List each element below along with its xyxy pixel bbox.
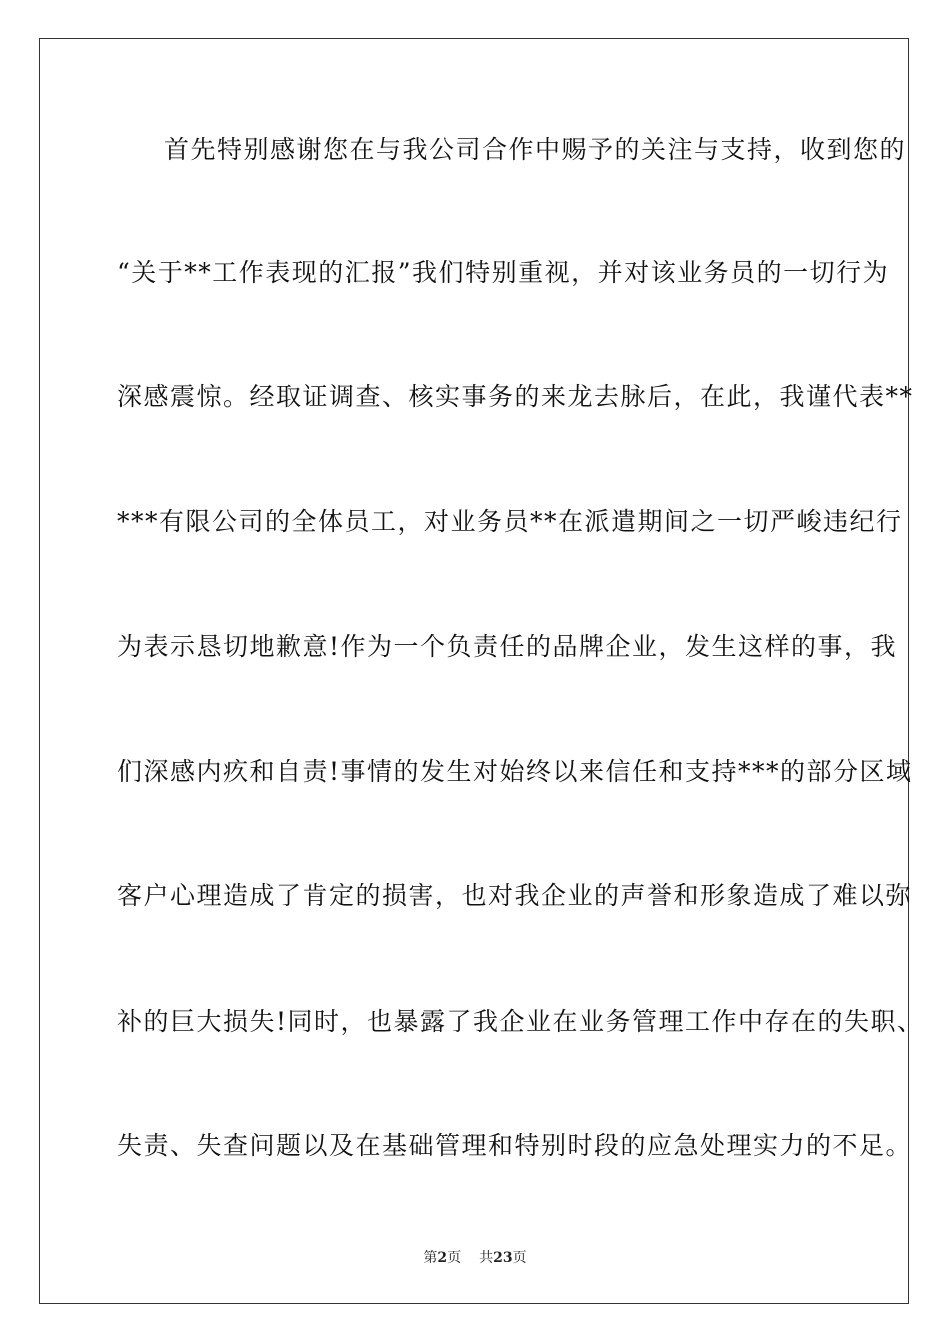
body-line-2: “关于**工作表现的汇报”我们特别重视，并对该业务员的一切行为 xyxy=(117,258,890,287)
total-unit: 页 xyxy=(512,1250,527,1266)
page-number: 2 xyxy=(437,1250,448,1266)
page-frame xyxy=(39,38,924,1304)
body-line-7: 客户心理造成了肯定的损害，也对我企业的声誉和形象造成了难以弥 xyxy=(117,881,913,910)
page-prefix: 第 xyxy=(423,1250,438,1266)
body-line-4: ***有限公司的全体员工，对业务员**在派遣期间之一切严峻违纪行 xyxy=(117,507,903,536)
body-line-1: 首先特别感谢您在与我公司合作中赐予的关注与支持，收到您的 xyxy=(164,135,907,164)
page-unit: 页 xyxy=(447,1250,462,1266)
body-line-5: 为表示恳切地歉意!作为一个负责任的品牌企业，发生这样的事，我 xyxy=(117,632,898,661)
page-footer xyxy=(0,1249,950,1267)
total-prefix: 共 xyxy=(479,1250,494,1266)
body-line-3: 深感震惊。经取证调查、核实事务的来龙去脉后，在此，我谨代表** xyxy=(117,382,914,411)
body-line-9: 失责、失查问题以及在基础管理和特别时段的应急处理实力的不足。 xyxy=(117,1131,913,1160)
body-line-8: 补的巨大损失!同时，也暴露了我企业在业务管理工作中存在的失职、 xyxy=(117,1007,924,1036)
body-line-6: 们深感内疚和自责!事情的发生对始终以来信任和支持***的部分区域 xyxy=(117,757,913,786)
total-pages: 23 xyxy=(493,1250,513,1266)
